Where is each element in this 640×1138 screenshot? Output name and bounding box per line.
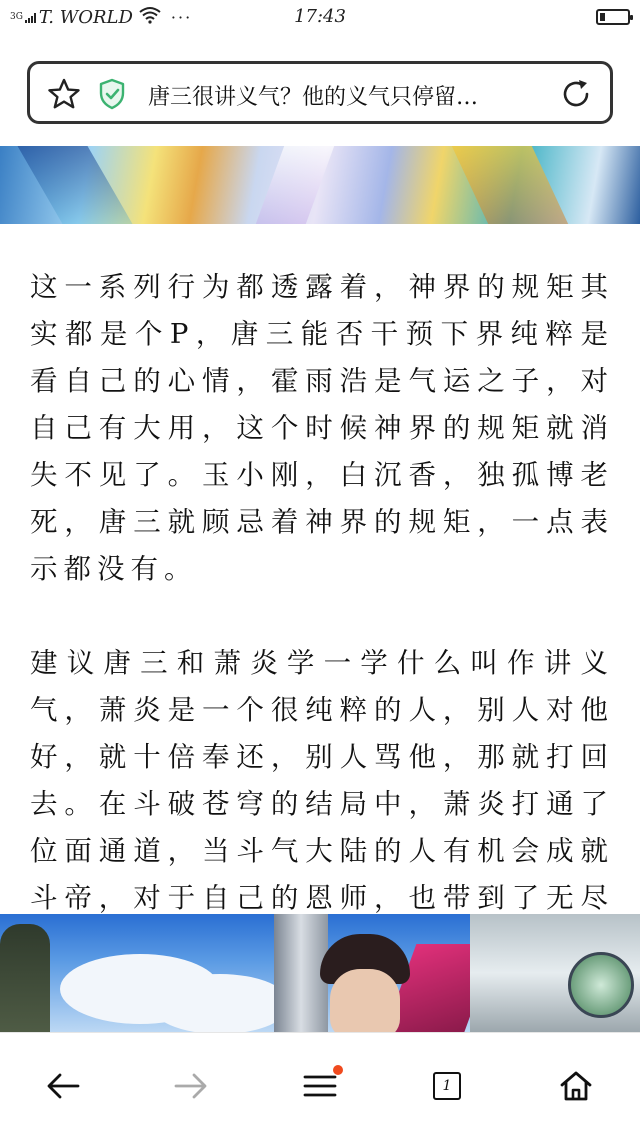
article-image-top [0,146,640,224]
reload-icon[interactable] [560,78,592,110]
article-image-bottom [0,914,640,1032]
address-bar[interactable] [27,61,613,124]
article-body [30,264,614,969]
battery-low-icon [596,9,630,25]
overflow-dots: ··· [170,8,193,27]
menu-button[interactable] [295,1061,345,1111]
home-button[interactable] [551,1061,601,1111]
status-bar [0,0,640,36]
forward-button[interactable] [166,1061,216,1111]
article-paragraph: 这一系列行为都透露着，神界的规矩其实都是个P，唐三能否干预下界纯粹是看自己的心情，霍雨浩是气运之子，对自己有大用，这个时候神界的规矩就消失不见了。玉小刚，白沉香，独孤博老死，唐三就顾忌着神界的规矩，一点表示都没有。 [30,271,614,585]
star-icon[interactable] [48,78,80,110]
tabs-button[interactable] [422,1061,472,1111]
arrow-right-icon [174,1072,208,1100]
menu-icon [303,1073,337,1099]
tabs-icon: 1 [433,1072,461,1100]
bottom-toolbar [0,1032,640,1138]
notification-dot [333,1065,343,1075]
page-title[interactable]: 唐三很讲义气？他的义气只停留… [148,85,479,110]
shield-icon [98,78,126,110]
back-button[interactable] [38,1061,88,1111]
arrow-left-icon [46,1072,80,1100]
network-type: 3G [10,12,23,22]
home-icon [559,1070,593,1102]
carrier-name: T. WORLD [38,7,133,28]
article-paragraph: 建议唐三和萧炎学一学什么叫作讲义气，萧炎是一个很纯粹的人，别人对他好，就十倍奉还，别人骂他，那就打回去。在斗破苍穹的结局中，萧炎打通了位面通道，当斗气大陆的人有机会成就斗帝，对于自己的恩师，也带到了无尽 [30,647,614,914]
clock: 17:43 [294,6,346,27]
